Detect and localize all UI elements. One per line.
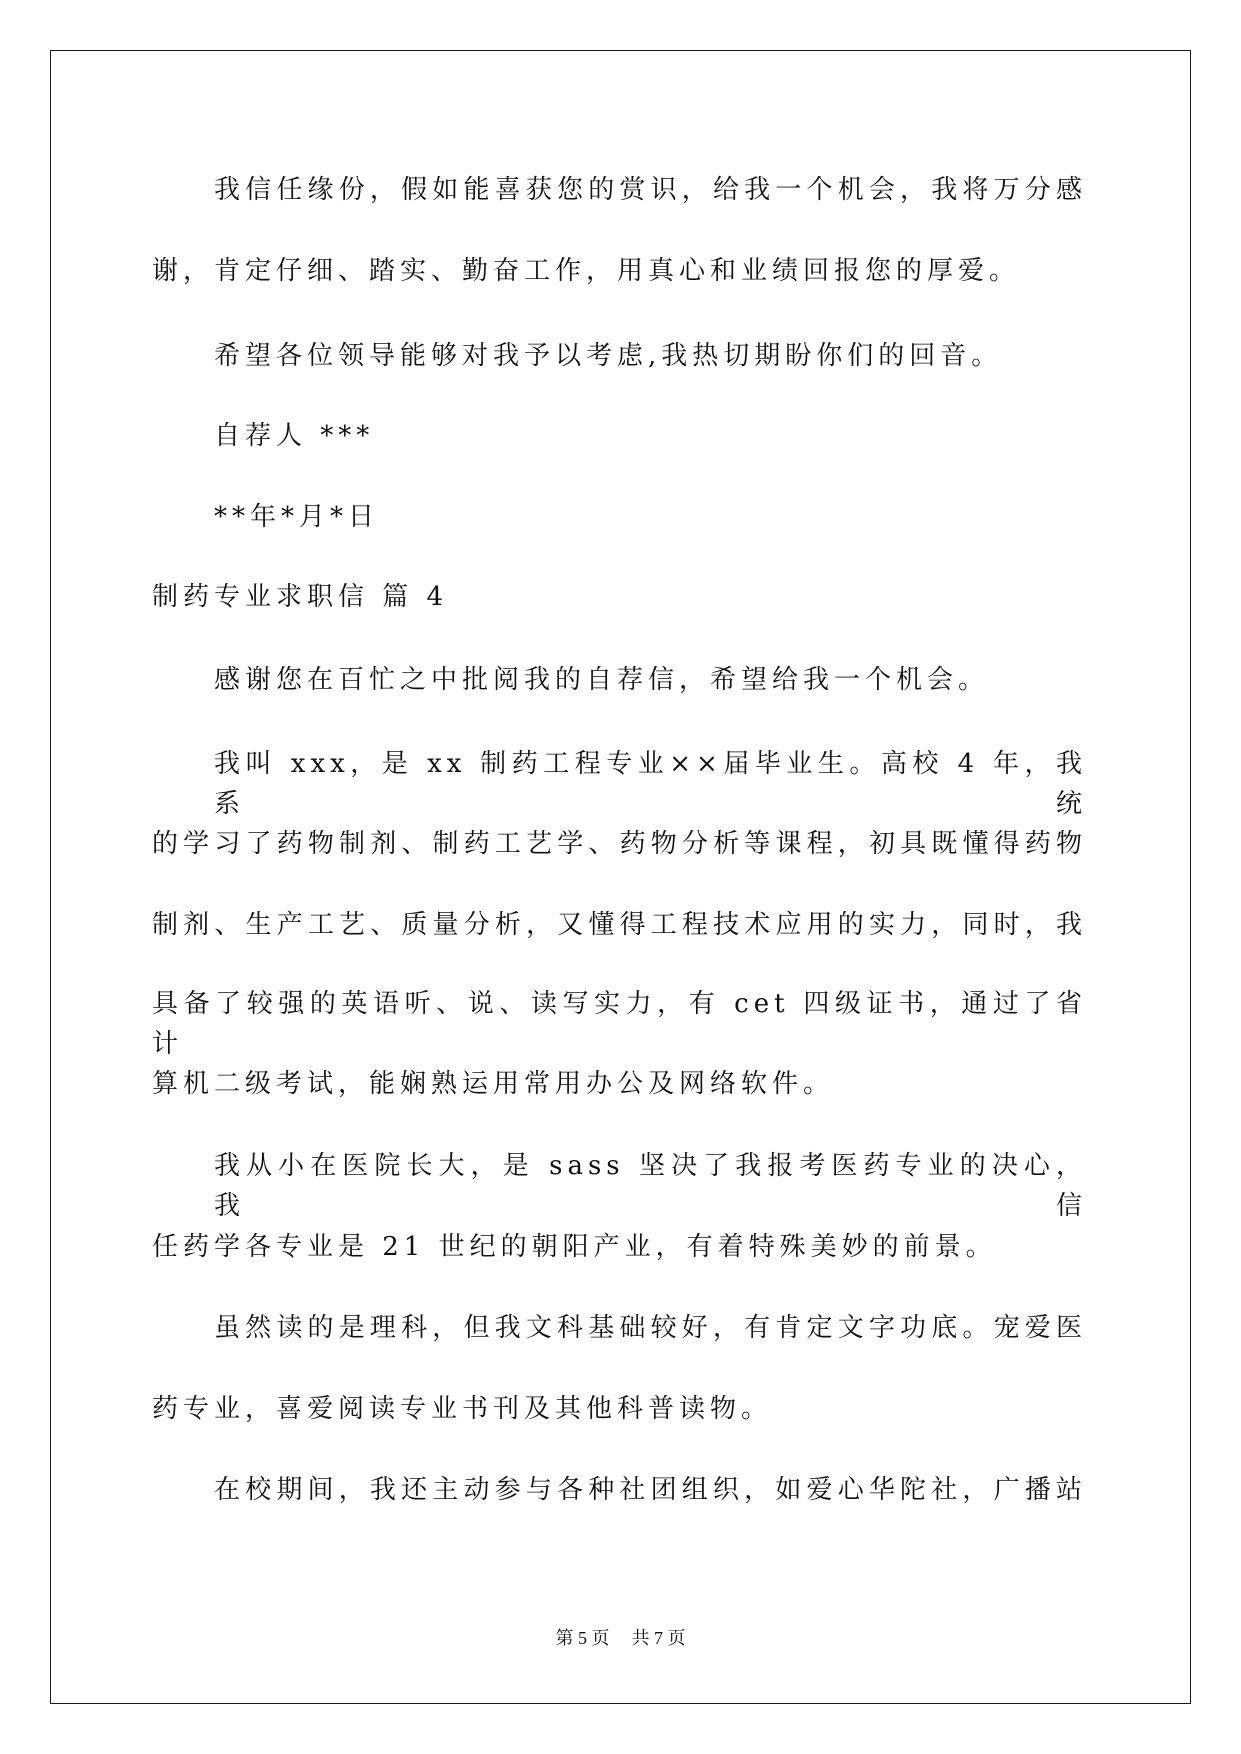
paragraph-line: 在校期间，我还主动参与各种社团组织，如爱心华陀社，广播站 — [214, 1475, 1087, 1505]
page-number-total: 共 7 页 — [631, 1628, 686, 1648]
paragraph-line: 制剂、生产工艺、质量分析，又懂得工程技术应用的实力，同时，我 — [152, 910, 1087, 940]
paragraph-line: 我从小在医院长大，是 sass 坚决了我报考医药专业的决心，我信 — [214, 1151, 1087, 1221]
paragraph-line: 我叫 xxx，是 xx 制药工程专业××届毕业生。高校 4 年，我系统 — [214, 749, 1087, 819]
paragraph-line: 感谢您在百忙之中批阅我的自荐信，希望给我一个机会。 — [214, 665, 990, 695]
paragraph-line: 任药学各专业是 21 世纪的朝阳产业，有着特殊美妙的前景。 — [152, 1232, 997, 1262]
paragraph-line: 的学习了药物制剂、制药工艺学、药物分析等课程，初具既懂得药物 — [152, 829, 1087, 859]
paragraph-line: 算机二级考试，能娴熟运用常用办公及网络软件。 — [152, 1069, 835, 1099]
paragraph-line: 我信任缘份，假如能喜获您的赏识，给我一个机会，我将万分感 — [214, 175, 1087, 205]
paragraph-line: 具备了较强的英语听、说、读写实力，有 cet 四级证书，通过了省计 — [152, 989, 1087, 1059]
page-frame — [50, 50, 1191, 1704]
paragraph-line: 虽然读的是理科，但我文科基础较好，有肯定文字功底。宠爱医 — [214, 1313, 1087, 1343]
section-heading: 制药专业求职信 篇 4 — [152, 582, 449, 612]
letter-date: **年*月*日 — [214, 502, 380, 532]
paragraph-line: 谢，肯定仔细、踏实、勤奋工作，用真心和业绩回报您的厚爱。 — [152, 256, 1021, 286]
page-number-current: 第 5 页 — [555, 1628, 610, 1648]
signer-name: 自荐人 *** — [214, 421, 375, 451]
page-footer — [0, 1626, 1241, 1650]
paragraph-line: 药专业，喜爱阅读专业书刊及其他科普读物。 — [152, 1394, 773, 1424]
paragraph-line: 希望各位领导能够对我予以考虑,我热切期盼你们的回音。 — [214, 341, 1003, 371]
